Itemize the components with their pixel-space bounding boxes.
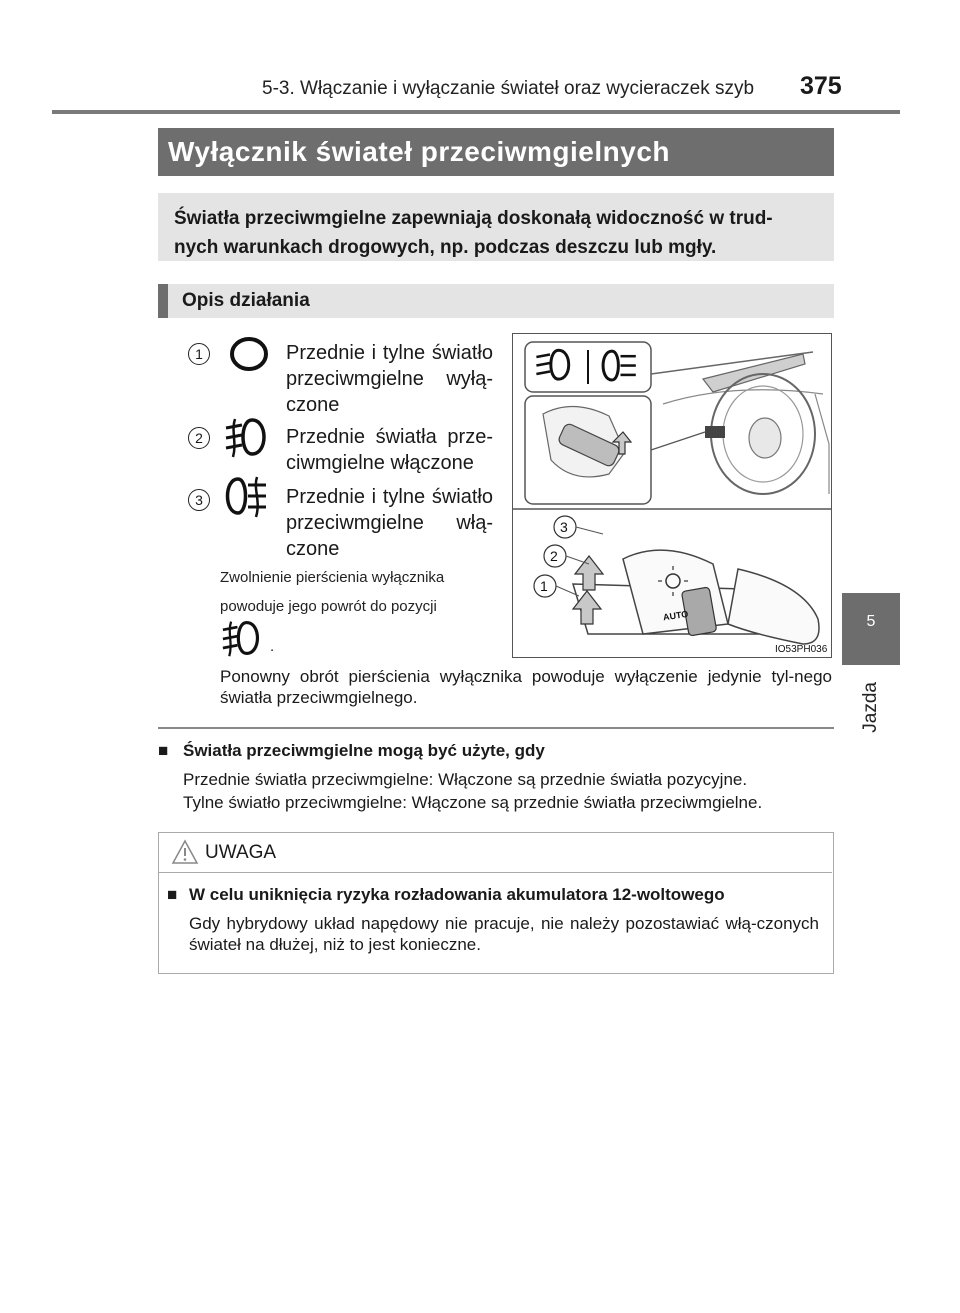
warning-title: UWAGA [205, 842, 277, 863]
item-text: Przednie i tylne światło przeciwmgielne włą-czone [286, 486, 493, 560]
bullet-square-icon: ■ [158, 741, 169, 760]
front-fog-icon [218, 618, 266, 663]
chapter-number: 5 [866, 613, 876, 630]
note-end: . [270, 638, 275, 655]
item-number: 1 [188, 343, 210, 365]
intro-line-2: nych warunkach drogowych, np. podczas deszczu lub mgły. [174, 237, 717, 258]
item-number: 2 [188, 427, 210, 449]
illus-label: 3 [560, 519, 568, 535]
auto-label: AUTO [662, 608, 689, 623]
operation-heading: Opis działania [158, 284, 834, 318]
header-divider [52, 110, 900, 114]
warning-box [158, 832, 834, 974]
fog-switch-illustration [512, 333, 832, 658]
header-section-path: 5-3. Włączanie i wyłączanie świateł oraz wycieraczek szyb [262, 78, 755, 99]
intro-line-1: Światła przeciwmgielne zapewniają doskonałą widoczność w trud- [174, 208, 773, 229]
intro-box [158, 193, 834, 261]
bullet-square-icon: ■ [167, 885, 178, 904]
chapter-label: Jazda [860, 682, 881, 733]
illus-label: 1 [540, 578, 548, 594]
rear-fog-icon [218, 473, 270, 524]
conditions-line: Tylne światło przeciwmgielne: Włączone są przednie światła przeciwmgielne. [183, 793, 763, 812]
warning-triangle-icon [171, 839, 199, 870]
conditions-line: Przednie światła przeciwmgielne: Włączone są przednie światła pozycyjne. [183, 770, 748, 789]
warning-heading: W celu uniknięcia ryzyka rozładowania akumulatora 12-woltowego [189, 885, 725, 904]
divider [158, 727, 834, 729]
illus-label: 2 [550, 548, 558, 564]
item-text: Przednie światła prze-ciwmgielne włączone [286, 426, 493, 474]
illustration-code: IO53PH036 [775, 644, 828, 655]
warning-header [159, 833, 832, 873]
followup-text: Ponowny obrót pierścienia wyłącznika powoduje wyłączenie jedynie tyl-nego światła przeciwmgielnego. [220, 667, 832, 707]
front-fog-icon [222, 415, 272, 464]
page-number: 375 [800, 72, 842, 100]
item-number: 3 [188, 489, 210, 511]
fog-off-icon [228, 335, 270, 378]
warning-text: Gdy hybrydowy układ napędowy nie pracuje, nie należy pozostawiać włą-czonych świateł na dłużej, niż to jest konieczne. [189, 914, 819, 954]
item-text: Przednie i tylne światło przeciwmgielne wyłą-czone [286, 342, 493, 416]
note-line: Zwolnienie pierścienia wyłącznika [220, 569, 445, 586]
conditions-heading: Światła przeciwmgielne mogą być użyte, gdy [183, 741, 545, 760]
section-title: Wyłącznik świateł przeciwmgielnych [158, 128, 834, 176]
note-line: powoduje jego powrót do pozycji [220, 598, 437, 615]
